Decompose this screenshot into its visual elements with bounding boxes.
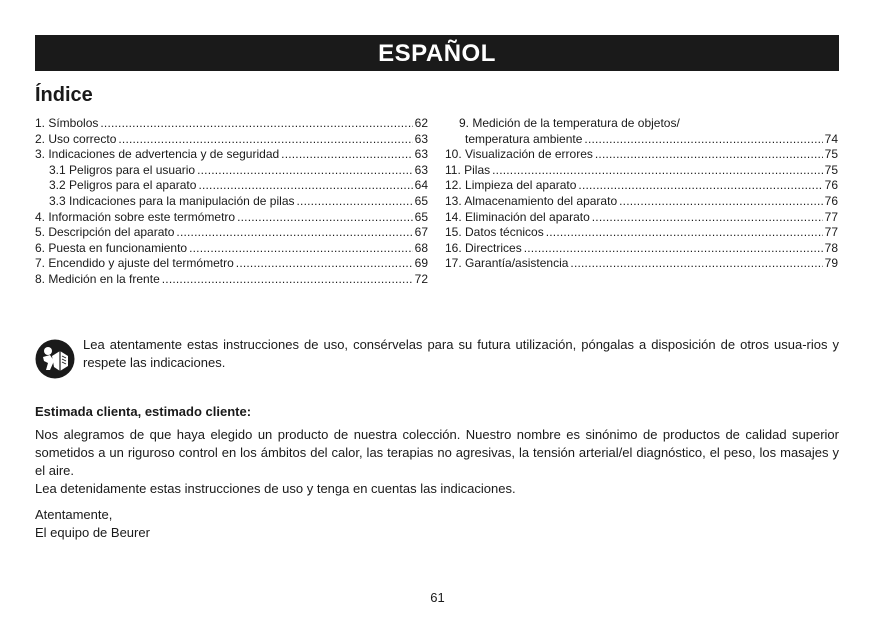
toc-leader <box>162 272 413 288</box>
toc-entry-page: 63 <box>414 147 428 162</box>
toc-leader <box>595 147 823 163</box>
toc-entry <box>35 272 428 288</box>
toc-entry <box>445 147 838 163</box>
toc-entry-title: 17. Garantía/asistencia <box>445 256 569 271</box>
toc-entry <box>445 210 838 226</box>
language-banner: ESPAÑOL <box>35 35 839 71</box>
intro-paragraph-1: Nos alegramos de que haya elegido un producto de nuestra colección. Nuestro nombre es sinónimo de productos de calidad superior sometidos a un riguroso control en los ámbitos del calor, las terapias no agresivas, la tensión arterial/el diagnóstico, el peso, los masajes y el aire. <box>35 427 839 478</box>
closing-line-1: Atentamente, <box>35 507 113 522</box>
toc-leader <box>237 210 413 226</box>
toc-entry-page: 63 <box>414 131 428 146</box>
toc-leader <box>118 132 412 148</box>
toc-entry-page: 76 <box>824 193 838 208</box>
toc-entry-page: 65 <box>414 209 428 224</box>
toc-entry <box>35 256 428 272</box>
toc-leader <box>198 178 412 194</box>
toc-entry <box>35 163 428 179</box>
toc-leader <box>570 256 822 272</box>
toc-leader <box>100 116 412 132</box>
toc-entry-page: 79 <box>824 256 838 271</box>
toc-entry <box>35 210 428 226</box>
toc-entry-title: 3.3 Indicaciones para la manipulación de pilas <box>49 193 295 208</box>
toc-leader <box>189 241 413 257</box>
toc-entry-page: 72 <box>414 271 428 286</box>
toc-entry <box>35 194 428 210</box>
toc-leader <box>236 256 413 272</box>
toc-entry <box>445 116 838 132</box>
toc-entry-title: 3.2 Peligros para el aparato <box>49 178 197 193</box>
toc-entry <box>35 116 428 132</box>
toc-entry-title: 6. Puesta en funcionamiento <box>35 240 188 255</box>
toc-entry-title: 3.1 Peligros para el usuario <box>49 162 196 177</box>
toc-leader <box>578 178 822 194</box>
toc-entry-title: 16. Directrices <box>445 240 522 255</box>
toc-entry-title: 10. Visualización de errores <box>445 147 593 162</box>
toc-entry <box>35 241 428 257</box>
toc-entry-page: 77 <box>824 225 838 240</box>
toc-entry-page: 63 <box>414 162 428 177</box>
toc-entry-title: 4. Información sobre este termómetro <box>35 209 236 224</box>
toc-entry-title: 15. Datos técnicos <box>445 225 544 240</box>
toc-entry <box>445 241 838 257</box>
intro-text <box>35 426 839 498</box>
toc-entry-page: 78 <box>824 240 838 255</box>
toc-entry-title: 14. Eliminación del aparato <box>445 209 590 224</box>
toc-leader <box>176 225 412 241</box>
read-manual-icon <box>35 339 75 379</box>
toc-entry <box>35 225 428 241</box>
toc-entry-page: 74 <box>824 131 838 146</box>
toc-leader <box>492 163 823 179</box>
toc-entry-title: 8. Medición en la frente <box>35 271 160 286</box>
toc-entry-title: 7. Encendido y ajuste del termómetro <box>35 256 234 271</box>
index-heading: Índice <box>35 84 93 106</box>
toc-leader <box>197 163 413 179</box>
toc-entry-title: 1. Símbolos <box>35 116 99 130</box>
toc-leader <box>281 147 412 163</box>
toc-leader <box>592 210 823 226</box>
toc-leader <box>524 241 823 257</box>
toc-entry-title: 2. Uso correcto <box>35 131 117 146</box>
toc-leader <box>546 225 823 241</box>
intro-paragraph-2: Lea detenidamente estas instrucciones de uso y tenga en cuentas las indicaciones. <box>35 481 516 496</box>
toc-entry-title: 9. Medición de la temperatura de objetos/ <box>459 116 680 130</box>
toc-entry-page: 64 <box>414 178 428 193</box>
toc-leader <box>297 194 413 210</box>
page-number: 61 <box>430 590 445 605</box>
toc-entry <box>445 225 838 241</box>
toc-entry <box>445 256 838 272</box>
toc-left-column <box>35 116 428 288</box>
greeting: Estimada clienta, estimado cliente: <box>35 404 252 419</box>
toc-entry <box>445 194 838 210</box>
toc-entry-page: 69 <box>414 256 428 271</box>
toc-leader <box>619 194 823 210</box>
toc-entry-page: 77 <box>824 209 838 224</box>
toc-entry <box>35 178 428 194</box>
toc-entry <box>35 132 428 148</box>
toc-leader <box>584 132 822 148</box>
toc-entry-page: 65 <box>414 193 428 208</box>
toc-entry-title: temperatura ambiente <box>465 131 583 146</box>
toc-entry-page: 67 <box>414 225 428 240</box>
closing-line-2: El equipo de Beurer <box>35 525 150 540</box>
toc-entry-page: 75 <box>824 147 838 162</box>
toc-entry <box>445 132 838 148</box>
toc-entry-title: 12. Limpieza del aparato <box>445 178 577 193</box>
toc-entry-title: 13. Almacenamiento del aparato <box>445 193 618 208</box>
closing <box>35 506 150 542</box>
toc-right-column <box>445 116 838 272</box>
toc-entry-page: 62 <box>414 116 428 130</box>
toc-entry-page: 76 <box>824 178 838 193</box>
toc-entry <box>445 178 838 194</box>
toc-entry <box>35 147 428 163</box>
toc-entry-page: 75 <box>824 162 838 177</box>
toc-entry-title: 11. Pilas <box>445 162 491 177</box>
toc-entry <box>445 163 838 179</box>
toc-entry-title: 3. Indicaciones de advertencia y de seguridad <box>35 147 280 162</box>
toc-entry-page: 68 <box>414 240 428 255</box>
notice-text: Lea atentamente estas instrucciones de uso, consérvelas para su futura utilización, póngalas a disposición de otros usua-rios y respete las indicaciones. <box>83 337 839 370</box>
toc-entry-title: 5. Descripción del aparato <box>35 225 175 240</box>
